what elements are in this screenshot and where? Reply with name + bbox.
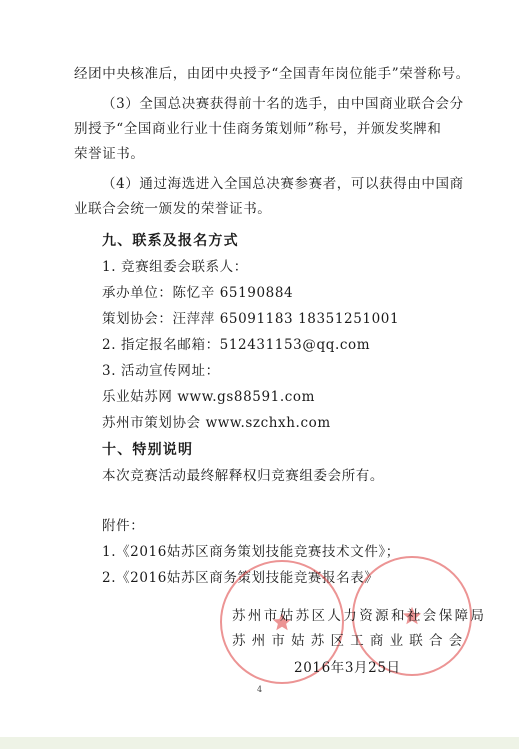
text-line: 2. 指定报名邮箱：512431153@qq.com — [102, 337, 371, 353]
signature-org-1: 苏州市姑苏区人力资源和社会保障局 — [232, 608, 487, 624]
text-line: 经团中央核准后，由团中央授予“全国青年岗位能手”荣誉称号。 — [74, 66, 470, 82]
page-number: 4 — [256, 685, 263, 694]
text-line: （3）全国总决赛获得前十名的选手，由中国商业联合会分 — [102, 96, 464, 112]
text-line: 承办单位：陈忆辛 65190884 — [102, 285, 294, 301]
text-line: 1. 竞赛组委会联系人： — [102, 259, 248, 275]
attachment-item: 1.《2016姑苏区商务策划技能竞赛技术文件》； — [102, 544, 400, 560]
section-heading: 十、特别说明 — [102, 442, 194, 458]
section-heading: 九、联系及报名方式 — [102, 233, 239, 249]
signature-date: 2016年3月25日 — [294, 660, 401, 676]
text-line: （4）通过海选进入全国总决赛参赛者，可以获得由中国商 — [102, 176, 464, 192]
text-line: 别授予“全国商业行业十佳商务策划师”称号，并颁发奖牌和 — [74, 121, 442, 137]
page-footer-band — [0, 737, 519, 749]
text-line: 苏州市策划协会 www.szchxh.com — [102, 415, 331, 431]
text-line: 业联合会统一颁发的荣誉证书。 — [74, 201, 272, 217]
text-line: 荣誉证书。 — [74, 146, 145, 162]
attachment-item: 2.《2016姑苏区商务策划技能竞赛报名表》 — [102, 570, 379, 586]
text-line: 策划协会：汪萍萍 65091183 18351251001 — [102, 311, 400, 327]
signature-org-2: 苏州市姑苏区工商业联合会 — [232, 633, 469, 649]
text-line: 3. 活动宣传网址： — [102, 363, 220, 379]
text-line: 乐业姑苏网 www.gs88591.com — [102, 389, 316, 405]
text-line: 本次竞赛活动最终解释权归竞赛组委会所有。 — [102, 468, 384, 484]
attachments-label: 附件： — [102, 518, 145, 534]
